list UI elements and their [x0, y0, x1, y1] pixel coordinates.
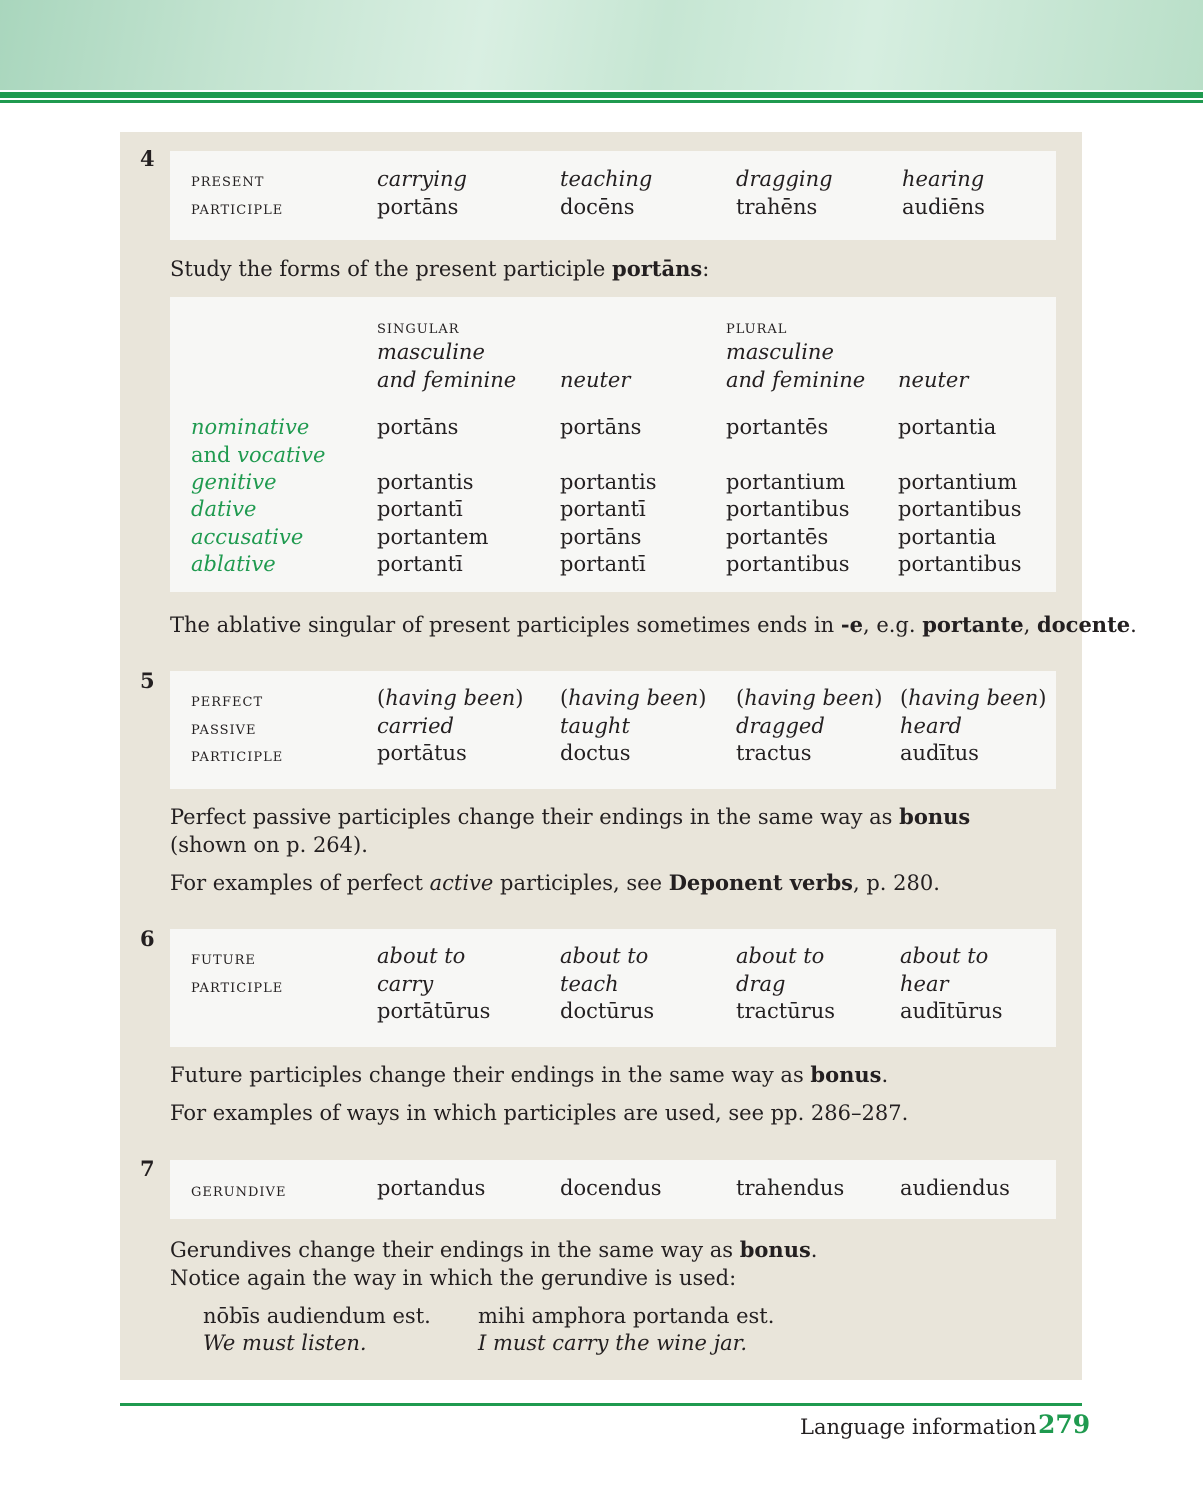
footer-section-label: Language information [800, 1415, 1037, 1439]
form-docturus: doctūrus [560, 999, 655, 1023]
form-portaturus: portātūrus [377, 999, 491, 1023]
meaning-about-to: about to [900, 944, 989, 968]
having-been: (having been) [900, 686, 1047, 710]
meaning-teach: teach [560, 972, 619, 996]
meaning-carrying: carrying [377, 167, 467, 191]
cell: portāns [560, 525, 642, 549]
cell: portantī [377, 497, 463, 521]
section-number-7: 7 [140, 1156, 155, 1181]
cell: portantem [377, 525, 489, 549]
meaning-about-to: about to [377, 944, 466, 968]
case-ablative: ablative [191, 552, 276, 576]
section-number-6: 6 [140, 926, 155, 951]
meaning-about-to: about to [560, 944, 649, 968]
header-plural: plural [726, 316, 788, 338]
header-feminine-pl: and feminine [726, 368, 866, 392]
footer-rule [120, 1403, 1082, 1406]
section-number-5: 5 [140, 668, 155, 693]
label-present: present [191, 169, 265, 191]
cell: portantium [726, 470, 846, 494]
case-dative: dative [191, 497, 257, 521]
form-audiendus: audiendus [900, 1176, 1010, 1200]
form-auditurus: audītūrus [900, 999, 1003, 1023]
having-been: (having been) [560, 686, 707, 710]
ablative-note: The ablative singular of present participles sometimes ends in -e, e.g. portante, docente. [170, 612, 1137, 637]
form-doctus: doctus [560, 741, 631, 765]
study-forms-text: Study the forms of the present participle portāns: [170, 256, 710, 281]
case-genitive: genitive [191, 470, 277, 494]
cell: portantibus [726, 497, 850, 521]
header-neuter-pl: neuter [898, 368, 969, 392]
cell: portantī [560, 497, 646, 521]
form-portatus: portātus [377, 741, 467, 765]
form-auditus: audītus [900, 741, 979, 765]
meaning-carried: carried [377, 714, 454, 738]
cell: portantibus [898, 552, 1022, 576]
meaning-heard: heard [900, 714, 962, 738]
cell: portantibus [898, 497, 1022, 521]
label-gerundive: gerundive [191, 1179, 287, 1201]
perfect-note-line1: Perfect passive participles change their endings in the same way as bonus [170, 804, 971, 829]
cell: portantis [377, 470, 474, 494]
form-trahens: trahēns [736, 195, 818, 219]
page-number: 279 [1038, 1410, 1091, 1439]
gerundive-note: Gerundives change their endings in the same way as bonus. [170, 1237, 818, 1262]
meaning-about-to: about to [736, 944, 825, 968]
form-tractus: tractus [736, 741, 812, 765]
header-banner [0, 0, 1203, 90]
form-portandus: portandus [377, 1176, 486, 1200]
example-english-1: We must listen. [203, 1331, 367, 1355]
meaning-drag: drag [736, 972, 786, 996]
cell: portantibus [726, 552, 850, 576]
label-perfect: perfect [191, 689, 264, 711]
header-masculine-sg: masculine [377, 340, 485, 364]
case-and-vocative: and vocative [191, 443, 326, 467]
label-participle: participle [191, 744, 284, 766]
label-participle: participle [191, 197, 284, 219]
cell: portantia [898, 525, 997, 549]
cell: portantēs [726, 525, 829, 549]
case-accusative: accusative [191, 525, 304, 549]
cell: portantēs [726, 415, 829, 439]
having-been: (having been) [377, 686, 524, 710]
case-nominative: nominative [191, 415, 310, 439]
participle-usage-note: For examples of ways in which participles are used, see pp. 286–287. [170, 1101, 909, 1125]
section-number-4: 4 [140, 146, 155, 171]
example-latin-1: nōbīs audiendum est. [203, 1304, 431, 1328]
form-docens: docēns [560, 195, 635, 219]
future-note: Future participles change their endings in the same way as bonus. [170, 1062, 889, 1087]
meaning-dragged: dragged [736, 714, 825, 738]
meaning-hear: hear [900, 972, 949, 996]
meaning-carry: carry [377, 972, 434, 996]
example-latin-2: mihi amphora portanda est. [478, 1304, 775, 1328]
label-future: future [191, 947, 256, 969]
form-audiens: audiēns [902, 195, 985, 219]
header-neuter-sg: neuter [560, 368, 631, 392]
perfect-note-line2: (shown on p. 264). [170, 833, 368, 857]
meaning-dragging: dragging [736, 167, 833, 191]
cell: portantis [560, 470, 657, 494]
example-english-2: I must carry the wine jar. [478, 1331, 748, 1355]
meaning-taught: taught [560, 714, 630, 738]
gerundive-usage-note: Notice again the way in which the gerundive is used: [170, 1266, 737, 1290]
meaning-hearing: hearing [902, 167, 985, 191]
form-tracturus: tractūrus [736, 999, 836, 1023]
header-masculine-pl: masculine [726, 340, 834, 364]
deponent-note: For examples of perfect active participles, see Deponent verbs, p. 280. [170, 870, 940, 895]
header-rule [0, 92, 1203, 98]
form-portans: portāns [377, 195, 459, 219]
having-been: (having been) [736, 686, 883, 710]
cell: portāns [560, 415, 642, 439]
header-singular: singular [377, 316, 460, 338]
label-participle: participle [191, 975, 284, 997]
form-docendus: docendus [560, 1176, 662, 1200]
cell: portantī [560, 552, 646, 576]
form-trahendus: trahendus [736, 1176, 845, 1200]
cell: portāns [377, 415, 459, 439]
cell: portantia [898, 415, 997, 439]
cell: portantium [898, 470, 1018, 494]
label-passive: passive [191, 717, 257, 739]
header-feminine-sg: and feminine [377, 368, 517, 392]
meaning-teaching: teaching [560, 167, 653, 191]
cell: portantī [377, 552, 463, 576]
header-rule-thin [0, 100, 1203, 103]
